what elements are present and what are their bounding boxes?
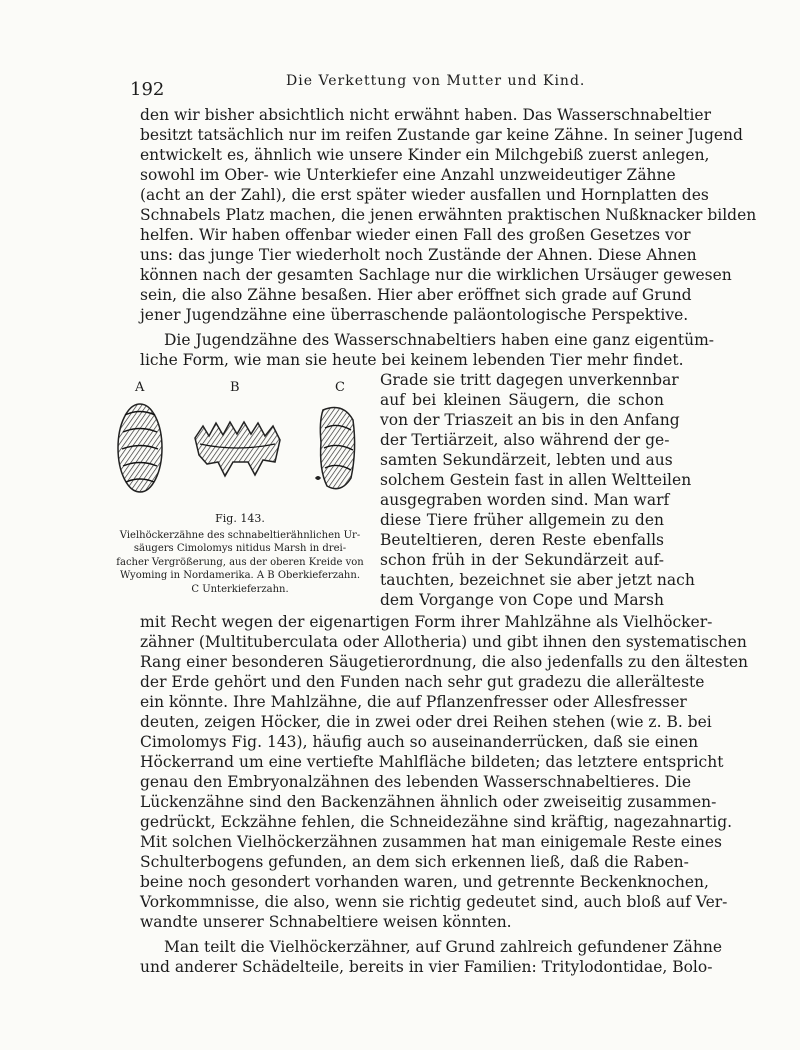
text-line: dem Vorgange von Cope und Marsh — [380, 591, 664, 609]
text-line: (acht an der Zahl), die erst später wieder ausfallen und Hornplatten des — [140, 186, 709, 204]
caption-line: C Unterkieferzahn. — [191, 583, 289, 595]
text-line: wandte unserer Schnabeltiere weisen könnten. — [140, 913, 512, 931]
page-header — [0, 73, 800, 99]
text-line: Grade sie tritt dagegen unverkennbar — [380, 371, 679, 389]
text-line: tauchten, bezeichnet sie aber jetzt nach — [380, 571, 695, 589]
text-line: sowohl im Ober- wie Unterkiefer eine Anzahl unzweideutiger Zähne — [140, 166, 676, 184]
text-line: beine noch gesondert vorhanden waren, und getrennte Beckenknochen, — [140, 873, 709, 891]
text-line: Schnabels Platz machen, die jenen erwähnten praktischen Nußknacker bilden — [140, 206, 757, 224]
text-line: Höckerrand um eine vertiefte Mahlfläche bildeten; das letztere entspricht — [140, 753, 724, 771]
text-line: zähner (Multituberculata oder Allotheria) und gibt ihnen den systematischen — [140, 633, 747, 651]
caption-line: säugers Cimolomys nitidus Marsh in drei- — [133, 543, 347, 554]
text-line: der Erde gehört und den Funden nach sehr gut gradezu die allerälteste — [140, 673, 705, 691]
text-line: jener Jugendzähne eine überraschende paläontologische Perspektive. — [140, 306, 689, 324]
text-line: Lückenzähne sind den Backenzähnen ähnlich oder zweiseitig zusammen- — [140, 793, 717, 811]
figure-label-b: B — [230, 380, 240, 395]
text-line: Beuteltieren, deren Reste ebenfalls — [380, 531, 664, 549]
text-line: sein, die also Zähne besaßen. Hier aber eröffnet sich grade auf Grund — [140, 286, 692, 304]
tooth-a — [118, 404, 162, 492]
text-line: Vorkommnisse, die also, wenn sie richtig gedeutet sind, auch bloß auf Ver- — [140, 893, 728, 911]
running-head: Die Verkettung von Mutter und Kind. — [286, 73, 586, 89]
text-line: Die Jugendzähne des Wasserschnabeltiers haben eine ganz eigentüm- — [164, 331, 715, 349]
text-line: und anderer Schädelteile, bereits in vier Familien: Tritylodontidae, Bolo- — [140, 958, 713, 976]
figure-label-a: A — [135, 380, 145, 395]
text-line: solchem Gestein fast in allen Weltteilen — [380, 471, 692, 489]
text-line: entwickelt es, ähnlich wie unsere Kinder ein Milchgebiß zuerst anlegen, — [140, 146, 710, 164]
page-number: 192 — [130, 79, 165, 100]
caption-line: Vielhöckerzähne des schnabeltierähnlichen Ur- — [119, 529, 361, 541]
text-line: ausgegraben worden sind. Man warf — [380, 491, 670, 509]
text-line: genau den Embryonalzähnen des lebenden Wasserschnabeltieres. Die — [140, 773, 692, 791]
text-line: Mit solchen Vielhöckerzähnen zusammen hat man einigemale Reste eines — [140, 833, 722, 851]
fossil-teeth-illustration — [115, 380, 365, 508]
text-line: deuten, zeigen Höcker, die in zwei oder drei Reihen stehen (wie z. B. bei — [140, 713, 712, 731]
tooth-c — [315, 408, 355, 489]
caption-line: Wyoming in Nordamerika. A B Oberkieferzahn. — [119, 570, 360, 581]
text-line: liche Form, wie man sie heute bei keinem lebenden Tier mehr findet. — [140, 351, 684, 369]
figure-143 — [115, 380, 365, 595]
text-line: helfen. Wir haben offenbar wieder einen Fall des großen Gesetzes vor — [140, 226, 691, 244]
text-line: der Tertiärzeit, also während der ge- — [380, 431, 670, 449]
text-line: den wir bisher absichtlich nicht erwähnt haben. Das Wasserschnabeltier — [140, 106, 712, 124]
text-line: Rang einer besonderen Säugetierordnung, die also jedenfalls zu den ältesten — [140, 653, 749, 671]
text-line: auf bei kleinen Säugern, die schon — [380, 391, 664, 409]
text-line: gedrückt, Eckzähne fehlen, die Schneidezähne sind kräftig, nagezahnartig. — [140, 813, 733, 831]
text-line: Man teilt die Vielhöckerzähner, auf Grund zahlreich gefundener Zähne — [164, 938, 723, 956]
text-line: mit Recht wegen der eigenartigen Form ihrer Mahlzähne als Vielhöcker- — [140, 613, 713, 631]
text-line: können nach der gesamten Sachlage nur die wirklichen Ursäuger gewesen — [140, 266, 732, 284]
figure-label-c: C — [335, 380, 345, 395]
text-line: besitzt tatsächlich nur im reifen Zustande gar keine Zähne. In seiner Jugend — [140, 126, 743, 144]
caption-line: facher Vergrößerung, aus der oberen Kreide von — [116, 556, 364, 568]
text-line: Schulterbogens gefunden, an dem sich erkennen ließ, daß die Raben- — [140, 853, 689, 871]
text-line: Cimolomys Fig. 143), häufig auch so auseinanderrücken, daß sie einen — [140, 733, 699, 751]
tooth-b — [195, 422, 280, 476]
figure-caption — [115, 512, 365, 596]
text-line: diese Tiere früher allgemein zu den — [380, 511, 664, 529]
text-line: samten Sekundärzeit, lebten und aus — [380, 451, 673, 469]
figure-number: Fig. 143. — [215, 512, 265, 525]
text-line: ein könnte. Ihre Mahlzähne, die auf Pflanzenfresser oder Allesfresser — [140, 693, 687, 711]
text-line: von der Triaszeit an bis in den Anfang — [380, 411, 680, 429]
text-line: uns: das junge Tier wiederholt noch Zustände der Ahnen. Diese Ahnen — [140, 246, 697, 264]
text-line: schon früh in der Sekundärzeit auf- — [380, 551, 664, 569]
